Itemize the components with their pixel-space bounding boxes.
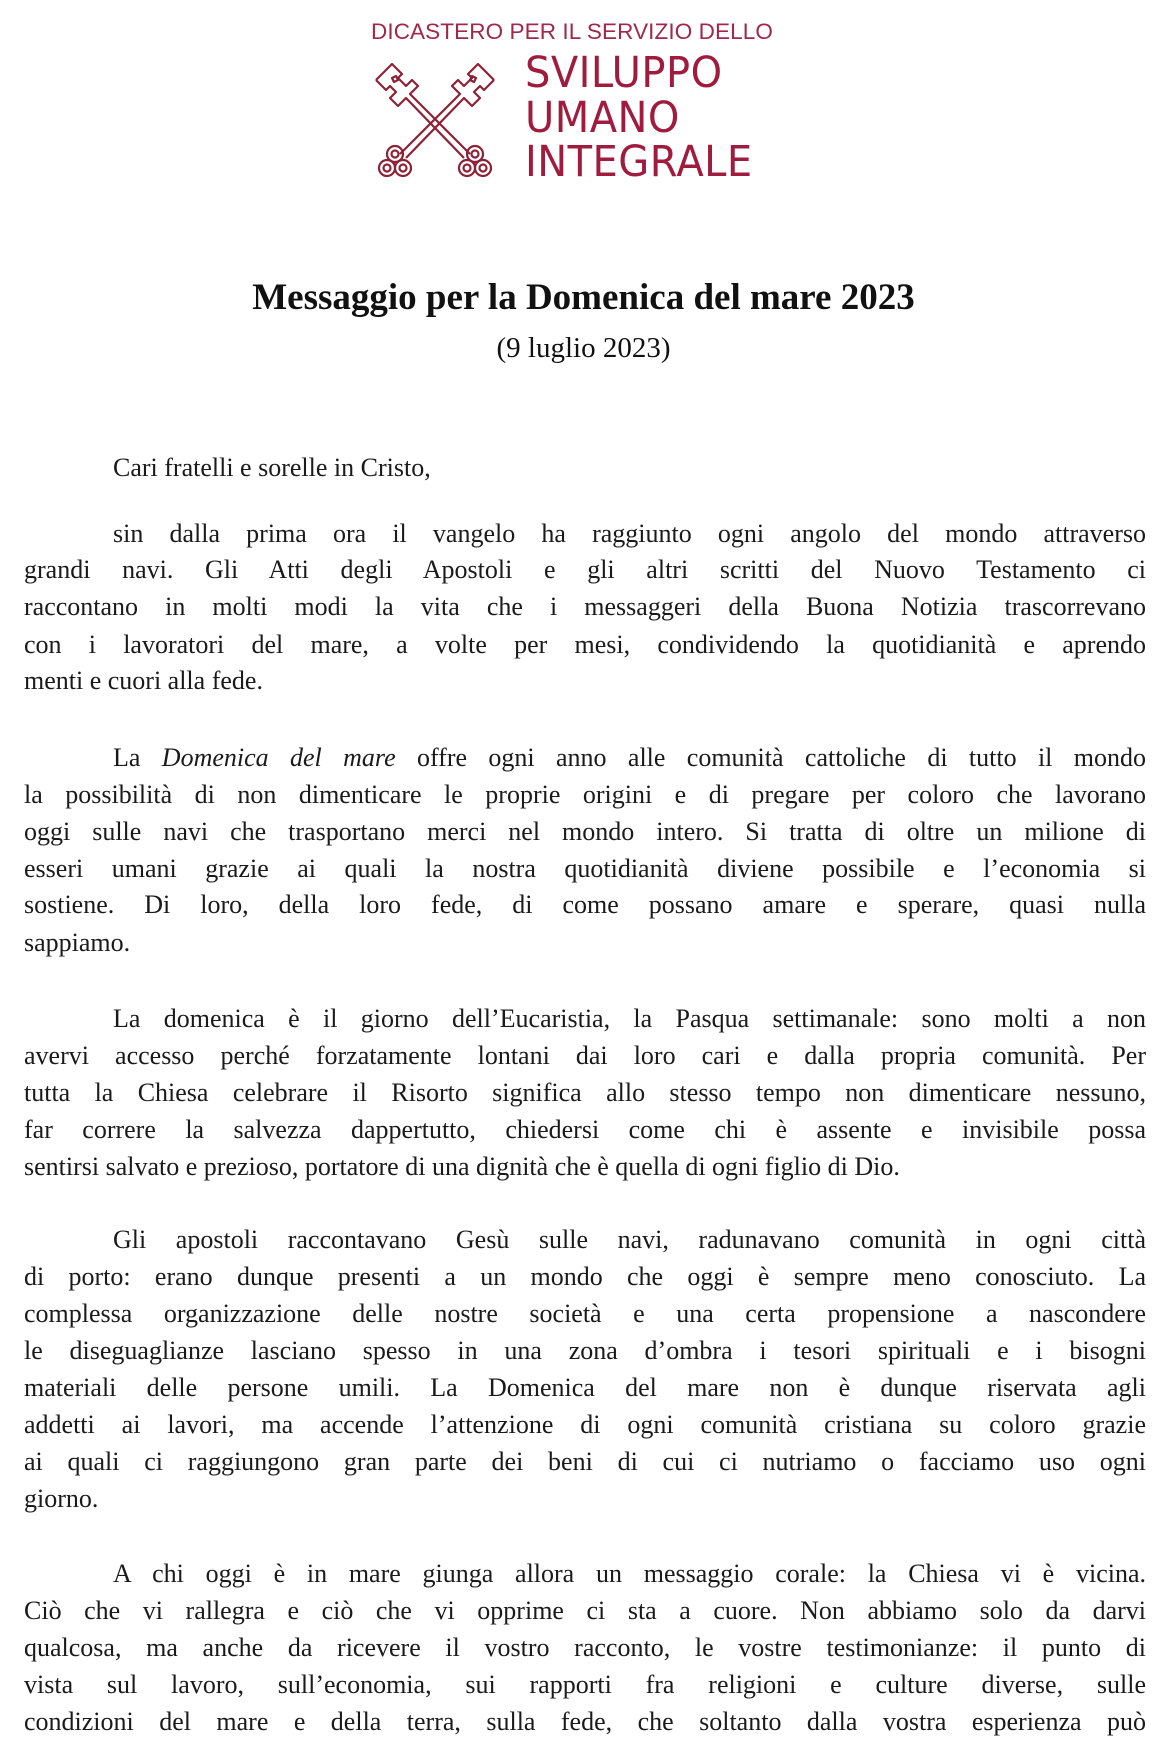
paragraph-line: addetti ai lavori, ma accende l’attenzione di ogni comunità cristiana su coloro grazie — [24, 1410, 1146, 1439]
logo-word-integrale: INTEGRALE — [525, 137, 753, 187]
paragraph-line: sentirsi salvato e prezioso, portatore di una dignità che è quella di ogni figlio di Dio. — [24, 1152, 900, 1181]
paragraph-line: complessa organizzazione delle nostre società e una certa propensione a nascondere — [24, 1299, 1146, 1328]
paragraph-line: con i lavoratori del mare, a volte per mesi, condividendo la quotidianità e aprendo — [24, 630, 1146, 659]
paragraph-line: la possibilità di non dimenticare le proprie origini e di pregare per coloro che lavorano — [24, 780, 1146, 809]
paragraph-line: La domenica è il giorno dell’Eucaristia, la Pasqua settimanale: sono molti a non — [113, 1004, 1146, 1033]
paragraph-line: qualcosa, ma anche da ricevere il vostro racconto, le vostre testimonianze: il punto di — [24, 1633, 1146, 1662]
paragraph-line: grandi navi. Gli Atti degli Apostoli e gli altri scritti del Nuovo Testamento ci — [24, 555, 1146, 584]
document-title: Messaggio per la Domenica del mare 2023 — [252, 277, 915, 318]
paragraph-line: sostiene. Di loro, della loro fede, di come possano amare e sperare, quasi nulla — [24, 890, 1146, 919]
paragraph-line: le diseguaglianze lasciano spesso in una zona d’ombra i tesori spirituali e i bisogni — [24, 1336, 1146, 1365]
paragraph-line: sappiamo. — [24, 928, 131, 957]
paragraph-line: raccontano in molti modi la vita che i messaggeri della Buona Notizia trascorrevano — [24, 592, 1146, 621]
crossed-keys-icon — [372, 58, 498, 180]
paragraph-line: condizioni del mare e della terra, sulla fede, che soltanto dalla vostra esperienza può — [24, 1707, 1146, 1736]
paragraph-line: A chi oggi è in mare giunga allora un messaggio corale: la Chiesa vi è vicina. — [113, 1559, 1146, 1588]
paragraph-line: Gli apostoli raccontavano Gesù sulle navi, radunavano comunità in ogni città — [113, 1225, 1146, 1254]
paragraph-line: di porto: erano dunque presenti a un mondo che oggi è sempre meno conosciuto. La — [24, 1262, 1146, 1291]
paragraph-line: tutta la Chiesa celebrare il Risorto significa allo stesso tempo non dimenticare nessuno, — [24, 1078, 1146, 1107]
logo-word-umano: UMANO — [525, 93, 680, 143]
paragraph-line: giorno. — [24, 1484, 99, 1513]
salutation: Cari fratelli e sorelle in Cristo, — [113, 453, 431, 482]
paragraph-line: ai quali ci raggiungono gran parte dei beni di cui ci nutriamo o facciamo uso ogni — [24, 1447, 1146, 1476]
logo-word-sviluppo: SVILUPPO — [525, 48, 723, 98]
paragraph-line: vista sul lavoro, sull’economia, sui rapporti fra religioni e culture diverse, sulle — [24, 1670, 1146, 1699]
document-date: (9 luglio 2023) — [496, 332, 671, 364]
paragraph-line — [113, 739, 1146, 776]
paragraph-line: oggi sulle navi che trasportano merci nel mondo intero. Si tratta di oltre un milione di — [24, 817, 1146, 846]
paragraph-line: avervi accesso perché forzatamente lontani dai loro cari e dalla propria comunità. Per — [24, 1041, 1146, 1070]
paragraph-line: far correre la salvezza dappertutto, chiedersi come chi è assente e invisibile possa — [24, 1115, 1146, 1144]
paragraph-line: materiali delle persone umili. La Domenica del mare non è dunque riservata agli — [24, 1373, 1146, 1402]
paragraph-line: esseri umani grazie ai quali la nostra quotidianità diviene possibile e l’economia si — [24, 854, 1146, 883]
logo-dicastery-line: DICASTERO PER IL SERVIZIO DELLO — [371, 19, 773, 44]
paragraph-line: Ciò che vi rallegra e ciò che vi opprime ci sta a cuore. Non abbiamo solo da darvi — [24, 1596, 1146, 1625]
paragraph-line: sin dalla prima ora il vangelo ha raggiunto ogni angolo del mondo attraverso — [113, 519, 1146, 548]
letterhead-logo — [0, 0, 1167, 200]
italic-term-domenica-del-mare: Domenica del mare — [161, 743, 396, 772]
text-run: La — [113, 743, 162, 772]
paragraph-line: menti e cuori alla fede. — [24, 666, 263, 695]
text-run: offre ogni anno alle comunità cattoliche di tutto il mondo — [395, 743, 1146, 772]
